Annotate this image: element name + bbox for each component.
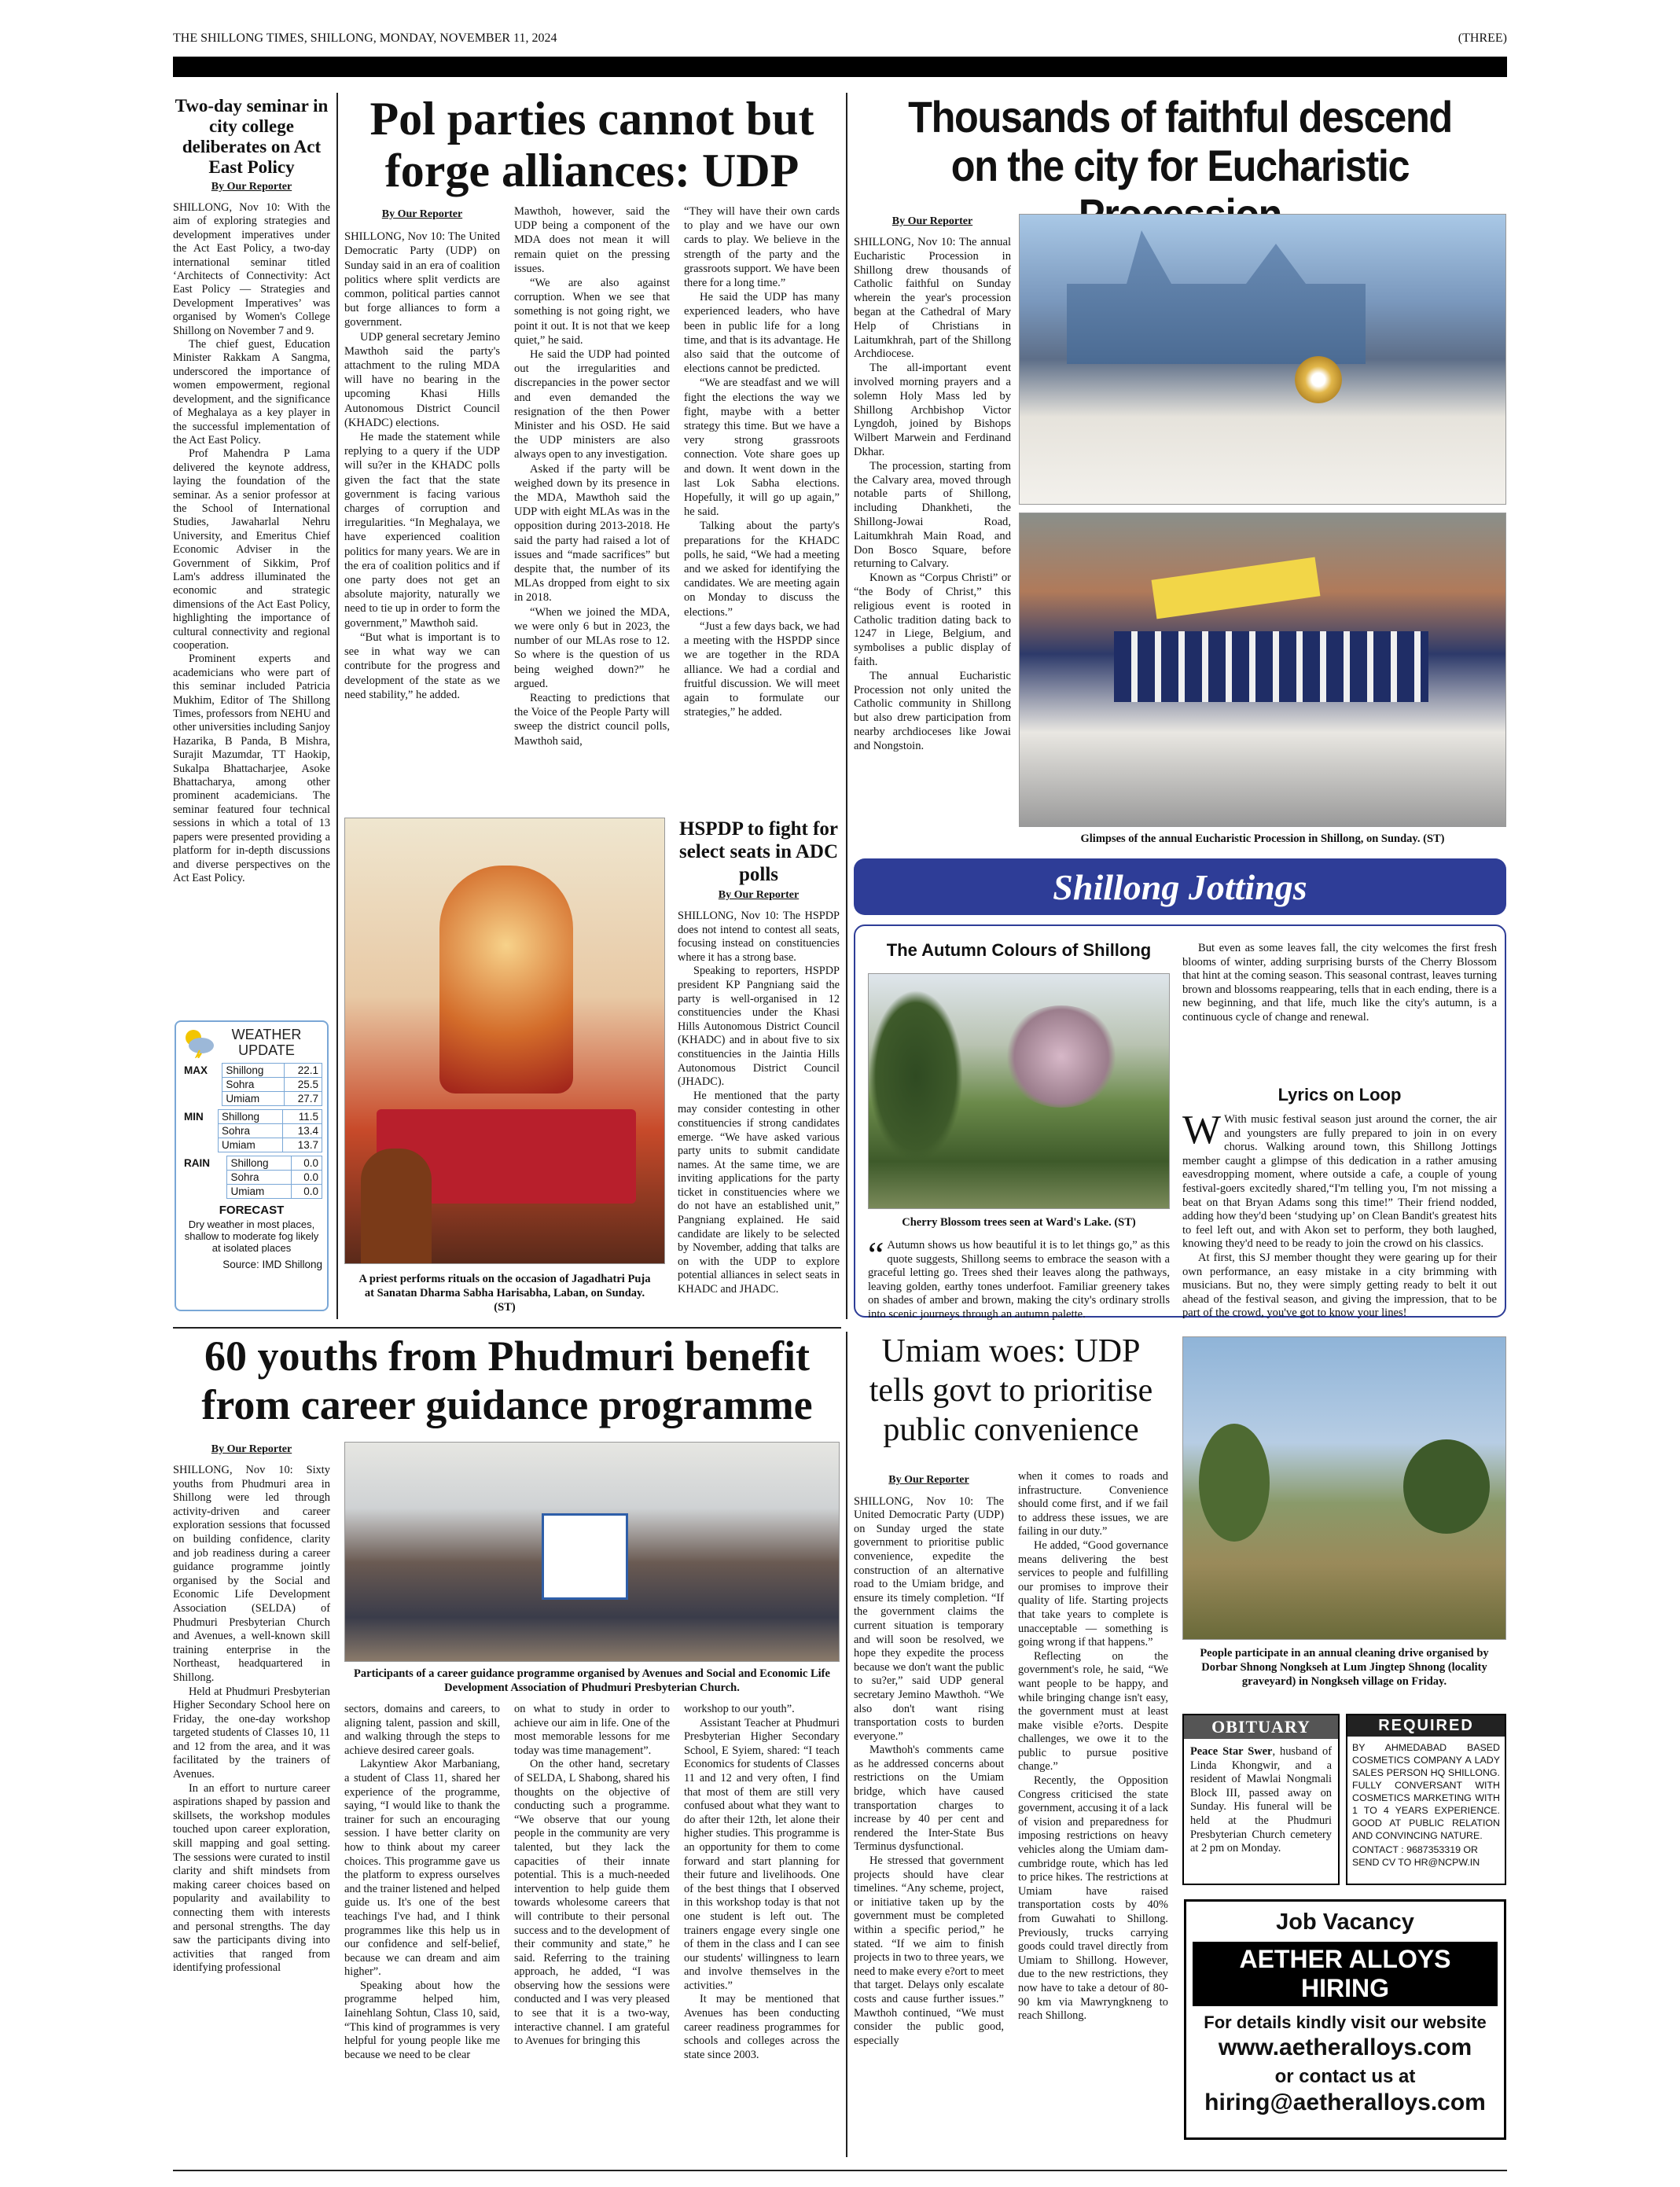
header-left: THE SHILLONG TIMES, SHILLONG, MONDAY, NOVEMBER 11, 2024 <box>173 31 557 45</box>
weather-rain-table <box>181 1156 322 1199</box>
umiam-headline: Umiam woes: UDP tells govt to prioritise public convenience <box>869 1333 1153 1448</box>
youths-col4 <box>684 1703 840 2062</box>
weather-title: WEATHER UPDATE <box>231 1027 302 1058</box>
weather-cloud-icon <box>181 1027 217 1058</box>
weather-forecast: Dry weather in most places, shallow to moderate fog likely at isolated places <box>184 1218 319 1254</box>
cleaning-drive-photo <box>1182 1336 1506 1640</box>
umiam-para: Recently, the Opposition Congress criticised the state government, accusing it of a lack of vision and preparedness for imposing restrictions on heavy vehicles along the Umiam dam-cumbridge route, which has led to price hikes. The restrictions at Umiam have raised transportation costs by 40% from Guwahati to Shillong. Previously, trucks carrying goods could travel directly from Umiam to Shillong. However, due to the new restrictions, they now have to take a detour of 80-90 km via Mawryngkneng to reach Shillong. <box>1018 1774 1169 2023</box>
weather-value: 0.0 <box>291 1156 322 1171</box>
udp-para: He said the UDP had pointed out the irregularities and discrepancies in the power sector and even demanded the resignation of the then Power Minister and his OSD. He said the UDP ministers are also always open to any investigation. <box>514 348 670 461</box>
puja-caption: A priest performs rituals on the occasion of Jagadhatri Puja at Sanatan Dharma Sabha Harisabha, Laban, on Sunday. (ST) <box>358 1273 651 1314</box>
career-caption: Participants of a career guidance programme organised by Avenues and Social and Economic Life Development Association of Phudmuri Presbyterian Church. <box>354 1667 830 1694</box>
weather-value: 27.7 <box>284 1092 322 1106</box>
umiam-article <box>854 1332 1168 1450</box>
umiam-para: Reflecting on the government's role, he said, “We want people to be happy, and while bringing change isn't easy, the government must at least make visible e?orts. Despite challenges, we owe it to the public to pursue positive change.” <box>1018 1649 1168 1773</box>
job-website-link[interactable]: www.aetheralloys.com <box>1218 2034 1472 2060</box>
cherry-blossom-photo <box>868 973 1170 1209</box>
youths-para: Held at Phudmuri Presbyterian Higher Secondary School here on Friday, the one-day workshop targeted students of Classes 10, 11 and 12 from the area, and it was facilitated by the trainers of Avenues. <box>173 1685 330 1781</box>
weather-place: Umiam <box>227 1185 291 1199</box>
udp-col-2 <box>514 204 670 748</box>
seminar-body <box>173 201 330 885</box>
udp-para: SHILLONG, Nov 10: The United Democratic Party (UDP) on Sunday said in an era of coalition politics where split verdicts are common, political parties cannot but forge alliances to form a government. <box>344 230 500 329</box>
puja-photo <box>344 818 665 1264</box>
loop-text <box>1182 1108 1497 1321</box>
youths-col1 <box>173 1440 330 1976</box>
weather-source: Source: IMD Shillong <box>222 1259 322 1270</box>
hspdp-headline: HSPDP to fight for select seats in ADC polls <box>678 818 839 885</box>
youths-cols <box>344 1703 840 2062</box>
udp-para: “They will have their own cards to play and we have our own cards to play. We believe in the strength of the party and the grassroots support. We have been there for a long time.” <box>684 205 840 290</box>
obituary-name: Peace Star Swer <box>1190 1745 1273 1758</box>
youths-byline: By Our Reporter <box>211 1443 292 1455</box>
job-email-link[interactable]: hiring@aetheralloys.com <box>1204 2090 1486 2115</box>
obituary-details: , husband of Linda Khongwir, and a resident of Mawlai Nongmali Block III, passed away on Sunday. His funeral will be held at the Phudmuri Presbyterian Church cemetery at 2 pm on Monday. <box>1190 1745 1332 1855</box>
page-header <box>173 31 1507 49</box>
obituary-box <box>1182 1714 1340 1885</box>
eucharist-para: SHILLONG, Nov 10: The annual Eucharistic Procession in Shillong drew thousands of Catholic faithful on Sunday wherein the year's procession began at the Cathedral of Mary Help of Christians in Laitumkhrah, part of the Shillong Archdiocese. <box>854 236 1011 361</box>
autumn-text-2 <box>1182 942 1497 1025</box>
youths-para: It may be mentioned that Avenues has been conducting career readiness programmes for schools and colleges across the state since 2003. <box>684 1993 840 2061</box>
autumn-paragraph-2: But even as some leaves fall, the city welcomes the first fresh blooms of winter, adding surprising bursts of the Cherry Blossom that hint at the coming season. This seasonal contrast, leaves turning brown and blossoms reappearing, tells that in each ending, there is a new beginning, and that life, much like the city's autumn, is a continuous cycle of change and renewal. <box>1182 942 1497 1024</box>
youths-para: workshop to our youth”. <box>684 1703 795 1715</box>
youths-para: Speaking about how the programme helped him, Iainehlang Sohtun, Class 10, said, “This kind of programmes is very helpful for young people like me because we need to be clear <box>344 1979 500 2061</box>
column-rule <box>846 93 847 1319</box>
umiam-col1 <box>854 1470 1004 2048</box>
udp-byline: By Our Reporter <box>381 208 463 220</box>
eucharist-para: The all-important event involved morning prayers and a solemn Holy Mass led by Shillong Archbishop Victor Lyngdoh, joined by Bishops Wilbert Marwein and Ferdinand Dkhar. <box>854 362 1011 458</box>
umiam-para: when it comes to roads and infrastructure. Convenience should come first, and if we fail to address these issues, we are failing in our duty.” <box>1018 1470 1168 1538</box>
youths-para: sectors, domains and careers, to aligning talent, passion and skill, and walking through the steps to achieve desired career goals. <box>344 1703 500 1757</box>
udp-para: “We are also against corruption. When we see that something is not going right, we point it out. It is not that we keep quiet,” he said. <box>514 277 670 347</box>
seminar-byline: By Our Reporter <box>211 181 292 193</box>
udp-para: Reacting to predictions that the Voice of the People Party will sweep the district council polls, Mawthoh said, <box>514 691 670 748</box>
seminar-para: Prof Mahendra P Lama delivered the keynote address, laying the foundation of the seminar. As a senior professor at the School of International Studies, Jawaharlal Nehru University, and Emeritus Chief Economic Adviser in the Government of Sikkim, Prof Lam's address illuminated the economic and strategic dimensions of the Act East Policy, highlighting the importance of cultural connectivity and regional cooperation. <box>173 447 330 652</box>
cleaning-caption: People participate in an annual cleaning drive organised by Dorbar Shnong Nongkseh at Lum Jingtep Shnong (locality graveyard) in Nongkseh village on Friday. <box>1200 1647 1489 1688</box>
weather-forecast-label: FORECAST <box>219 1204 285 1217</box>
youths-para: Assistant Teacher at Phudmuri Presbyterian Higher Secondary School, E Syiem, shared: “I teach Economics for students of Classes 11 and 12 and very often, I find that most of them are still very confused about what they want to do after their 12th, let alone their higher studies. This programme is an opportunity for them to come forward and start planning for their future and livelihoods. One of the best things that I observed in this workshop today is that not one student is left out. The trainers engage every single one of them in the class and I can see our students' willingness to learn and involve themselves in the activities.” <box>684 1716 840 1992</box>
required-text: BY AHMEDABAD BASED COSMETICS COMPANY A LADY SALES PERSON HQ SHILLONG. FULLY CONVERSANT WITH COSMETICS MARKETING WITH 1 TO 4 YEARS EXPERIENCE. GOOD AT PUBLIC RELATION AND CONVINCING NATURE. <box>1352 1742 1500 1841</box>
udp-para: UDP general secretary Jemino Mawthoh said the party's attachment to the ruling MDA will have no bearing in the upcoming Khasi Hills Autonomous District Council (KHADC) elections. <box>344 330 500 429</box>
autumn-paragraph: Autumn shows us how beautiful it is to let things go,” as this quote suggests, Shillong seems to embrace the season with a graceful letting go. Trees shed their leaves along the pathways, leaving golden, earthy tones underfoot. Familiar greenery takes on shades of amber and brown, making the city's ordinary strolls into scenic journeys through an autumn palette. <box>868 1239 1170 1321</box>
udp-para: He said the UDP has many experienced leaders, who have been in public life for a long time, and that is its advantage. He also said that the outcome of elections cannot be predicted. <box>684 291 840 376</box>
loop-title: Lyrics on Loop <box>1277 1085 1402 1105</box>
required-title: REQUIRED <box>1347 1715 1505 1737</box>
eucharist-headline: Thousands of faithful descend on the city for Eucharistic <box>908 92 1452 190</box>
udp-para: Asked if the party will be weighed down by its presence in the MDA, Mawthoh said the UDP with eight MLAs was in the opposition during 2013-2018. He said the party had raised a lot of issues and “made sacrifices” but despite that, the number of its MLAs dropped from eight to six in 2018. <box>514 462 670 605</box>
column-rule <box>846 1332 847 2157</box>
job-line1: For details kindly visit our website <box>1204 2012 1487 2032</box>
youths-para: SHILLONG, Nov 10: Sixty youths from Phudmuri area in Shillong were led through activity-driven and career exploration sessions that focussed on building confidence, clarity and job readiness during a career guidance programme jointly organised by the Social and Economic Life Development Association (SELDA) of Phudmuri Presbyterian Church and Avenues, a well-known skill training enterprise in the Northeast, headquartered in Shillong. <box>173 1464 330 1684</box>
weather-rain-label: RAIN <box>184 1156 210 1169</box>
eucharist-text <box>854 212 1011 753</box>
loop-para <box>1182 1108 1497 1252</box>
eucharist-para: The procession, starting from the Calvary area, moved through notable parts of Shillong, including Dhankheti, the Shillong-Jowai Road, Laitumkhrah Main Road, and Don Bosco Square, before returning to Calvary. <box>854 459 1011 571</box>
procession-photo-1 <box>1019 214 1506 505</box>
career-programme-photo <box>344 1442 840 1662</box>
umiam-para: He added, “Good governance means delivering the best services to people and fulfilling our promises to improve their quality of life. Starting projects that take years to complete is unacceptable — something is going wrong if that happens.” <box>1018 1538 1168 1649</box>
weather-place: Umiam <box>219 1138 283 1152</box>
hspdp-byline: By Our Reporter <box>718 889 800 901</box>
job-vacancy-ad <box>1184 1899 1506 2140</box>
udp-para: “Just a few days back, we had a meeting with the HSPDP since we are together in the RDA alliance. We had a cordial and fruitful discussion. We will meet again to formulate our strategies,” he added. <box>684 619 840 719</box>
seminar-para: SHILLONG, Nov 10: With the aim of exploring strategies and development imperatives under the Act East Policy, a two-day international seminar titled ‘Architects of Connectivity: Act East Policy — Strategies and Development Imperatives’ was organised by Women's College Shillong on November 7 and 9. <box>173 201 330 337</box>
weather-value: 11.5 <box>282 1110 322 1124</box>
youths-col2 <box>344 1703 500 2062</box>
udp-para: “When we joined the MDA, we were only 6 but in 2023, the number of our MLAs rose to 12. So where is the question of us being weighed down?” he argued. <box>514 605 670 690</box>
obituary-text <box>1184 1739 1338 1862</box>
udp-para: “We are steadfast and we will fight the elections the way we fight, maybe with a better strategy this time. But we have a very strong grassroots connection. Vote share goes up and down. It went down in the last Lok Sabha elections. Hopefully, it will go up again,” he said. <box>684 377 840 519</box>
udp-para: “But what is important is to see in what way we can contribute for the progress and development of the state as we need stability,” he added. <box>344 630 500 701</box>
weather-place: Sohra <box>219 1124 283 1138</box>
youths-para: In an effort to nurture career aspirations shaped by passion and skillsets, the workshop modules touched upon career exploration, skill mapping and goal setting. The sessions were curated to instil clarity and shift mindsets from making career choices based on popularity and availability to connecting them with interests and personal strengths. The day saw the participants diving into activities that ranged from identifying professional <box>173 1781 330 1975</box>
weather-value: 13.4 <box>282 1124 322 1138</box>
youths-article <box>173 1332 841 1429</box>
obituary-title: OBITUARY <box>1184 1715 1338 1739</box>
weather-place: Shillong <box>219 1110 283 1124</box>
job-title: Job Vacancy <box>1276 1909 1414 1935</box>
youths-headline: 60 youths from Phudmuri benefit from career guidance programme <box>201 1332 813 1428</box>
eucharist-byline: By Our Reporter <box>891 215 973 227</box>
weather-place: Umiam <box>222 1092 284 1106</box>
loop-para-text: With music festival season just around the corner, the air and youngsters are fully prepared to join in on every chorus. Walking around town, this Shillong Jottings member caught a glimpse of this dedication in a rather amusing eavesdropping moment, where outside a cafe, a couple of young festival-goers excitedly shared,“I'm telling you, I'm not missing a beat on that Bryan Adams song this time!” Their friend nodded, adding how they'd been ‘studying up’ on Clean Bandit's greatest hits to feel left out, and with Akon set to perform, they both laughed, knowing they'd need to be ready to join the crowd on his classics. <box>1182 1113 1497 1251</box>
weather-max-table <box>181 1063 322 1106</box>
hspdp-body <box>678 910 840 1297</box>
jottings-banner-title: Shillong Jottings <box>1053 866 1307 907</box>
seminar-article <box>173 96 330 885</box>
drop-cap: W <box>1182 1108 1222 1152</box>
weather-value: 22.1 <box>284 1064 322 1078</box>
required-ad <box>1346 1714 1506 1885</box>
eucharist-para: The annual Eucharistic Procession not only united the Catholic community in Shillong but also drew participation from nearby archdioceses like Jowai and Nongstoin. <box>854 669 1011 752</box>
job-line2: or contact us at <box>1274 2066 1416 2087</box>
section-rule <box>173 1327 841 1329</box>
youths-col3 <box>514 1703 670 2062</box>
seminar-headline: Two-day seminar in city college deliberates on Act East Policy <box>175 96 329 177</box>
hspdp-para: He mentioned that the party may consider contesting in other constituencies if strong candidates emerge. “We have asked various party units to submit candidate names. At the same time, we are inviting applications for the party ticket in constituencies where we do not have an established unit,” Pangniang explained. He said candidate are likely to be selected by November, adding that talks are on with the UDP to explore potential alliances in select seats in KHADC and JHADC. <box>678 1089 840 1296</box>
seminar-para: Prominent experts and academicians who were part of this seminar included Patricia Mukhim, Editor of The Shillong Times, professors from NEHU and other universities including Sanjoy Hazarika, B Panda, B Mishra, Surajit Mazumdar, TT Haokip, Sukalpa Bhattacharjee, Asoke Bhattacharya, among other prominent academicians. The seminar featured four technical sessions in which a total of 13 papers were presented providing a platform for in-depth discussions and diverse perspectives on the Act East Policy. <box>173 652 331 884</box>
weather-place: Shillong <box>222 1064 284 1078</box>
autumn-title: The Autumn Colours of Shillong <box>886 940 1152 960</box>
youths-para: Lakyntiew Akor Marbaniang, a student of Class 11, shared her experience of the programme, saying, “I would like to thank the trainer for such an encouraging session. I have better clarity on how to think about my career choices. This programme gave us the platform to express ourselves and the trainer listened and helped guide us. It's one of the best teachings I've had, and I think programmes like this help us in our confidence and self-belief, because we can dream and aim higher”. <box>344 1758 500 1979</box>
bottom-rule <box>173 2170 1507 2171</box>
eucharist-caption: Glimpses of the annual Eucharistic Procession in Shillong, on Sunday. (ST) <box>1080 833 1445 845</box>
jottings-banner <box>854 858 1506 915</box>
udp-article <box>344 93 840 748</box>
weather-value: 0.0 <box>291 1185 322 1199</box>
required-contact: CONTACT : 9687353319 OR SEND CV TO HR@NCPW.IN <box>1352 1844 1480 1868</box>
eucharist-para: Known as “Corpus Christi” or “the Body of Christ,” this religious event is rooted in Catholic tradition dating back to 1247 in Liege, Belgium, and symbolises a public display of faith. <box>854 572 1011 668</box>
autumn-text <box>868 1234 1170 1322</box>
weather-place: Shillong <box>227 1156 291 1171</box>
youths-para: on what to study in order to achieve our aim in life. One of the most memorable lessons for me today was time management”. <box>514 1703 670 1757</box>
weather-place: Sohra <box>222 1078 284 1092</box>
weather-place: Sohra <box>227 1171 291 1185</box>
weather-max-label: MAX <box>184 1064 208 1076</box>
column-rule <box>336 93 338 1319</box>
udp-col-1 <box>344 204 500 748</box>
weather-value: 13.7 <box>282 1138 322 1152</box>
udp-para: Talking about the party's preparations for the KHADC polls, he said, “We had a meeting and we asked for identifying the candidates. We are meeting again on Monday to discuss the elections.” <box>684 520 840 619</box>
procession-photo-2 <box>1019 513 1506 827</box>
umiam-col2 <box>1018 1470 1168 2048</box>
udp-para: Mawthoh, however, said the UDP being a component of the MDA does not mean it will remain quiet on the pressing issues. <box>514 205 670 275</box>
weather-value: 0.0 <box>291 1171 322 1185</box>
weather-box <box>175 1020 329 1311</box>
weather-min-label: MIN <box>184 1110 204 1123</box>
umiam-para: SHILLONG, Nov 10: The United Democratic Party (UDP) on Sunday urged the state government to prioritise public convenience, expedite the construction of an alternative road to the Umiam bridge, and ensure its timely completion. “If the government claims the current situation is temporary and will soon be resolved, we hope they expedite the process because we don't want the public to su?er,” said UDP general secretary Jemino Mawthoh. “We also don't want rising transportation costs to burden everyone.” <box>854 1494 1004 1743</box>
umiam-byline: By Our Reporter <box>888 1474 969 1486</box>
job-banner: AETHER ALLOYS HIRING <box>1193 1942 1498 2006</box>
hspdp-para: Speaking to reporters, HSPDP president KP Pangniang said the party is well-organised in 12 constituencies under the Khasi Hills Autonomous District Council (KHADC) and in about five to six constituencies in the Jaintia Hills Autonomous District Council (JHADC). <box>678 965 840 1089</box>
loop-para: At first, this SJ member thought they were gearing up for their own performance, an easy mistake in a city brimming with musicians. But no, they were simply getting ready to belt it out ahead of the festival season, and giving the impression, that to be part of the crowd, you've got to know your lines! <box>1182 1251 1497 1320</box>
weather-value: 25.5 <box>284 1078 322 1092</box>
cherry-blossom-caption: Cherry Blossom trees seen at Ward's Lake. (ST) <box>902 1216 1136 1229</box>
udp-para: He made the statement while replying to a query if the UDP will su?er in the KHADC polls given the fact that the state government is facing various charges of corruption and irregularities. “In Meghalaya, we have experienced coalition politics for many years. We are in the era of coalition politics and if one party does not get an absolute majority, naturally we need to tie up in order to form the government,” Mawthoh said. <box>344 431 500 630</box>
header-right: (THREE) <box>1458 31 1507 45</box>
seminar-para: The chief guest, Education Minister Rakkam A Sangma, underscored the importance of women empowerment, regional development, and the significance of Meghalaya as a key player in the successful implementation of the Act East Policy. <box>173 338 330 447</box>
youths-para: On the other hand, secretary of SELDA, L Shabong, shared his thoughts on the objective of conducting such a programme. “We observe that our young people in the community are very talented, but they lack the capacities of their innate potential. This is a much-needed intervention to help guide them towards wholesome careers that will contribute to their personal success and to the development of their community and state,” he said. Referring to the training approach, he added, “I was observing how the sessions were conducted and I was very pleased to see that it is a two-way, interactive channel. I am grateful to Avenues for bringing this <box>514 1758 670 2048</box>
udp-headline: Pol parties cannot but forge alliances: UDP <box>369 93 814 197</box>
umiam-para: He stressed that government projects should have clear timelines. “Any scheme, project, or initiative taken up by the government must be completed within a specific period,” he stated. “If we aim to finish projects in two to three years, we need to make every e?ort to meet that target. Delays only escalate costs and cause further issues.” Mawthoh continued, “We must consider the public good, especially <box>854 1854 1004 2047</box>
quote-mark: “ <box>868 1234 884 1274</box>
umiam-cols <box>854 1470 1168 2048</box>
header-bar <box>173 57 1507 77</box>
hspdp-article <box>678 818 840 1297</box>
udp-col-3 <box>684 204 840 748</box>
umiam-para: Mawthoh's comments came as he addressed concerns about restrictions on the Umiam bridge, which have caused transportation charges to increase by 40 per cent and rendered the Inter-State Bus Terminus dysfunctional. <box>854 1744 1004 1854</box>
weather-min-table <box>181 1109 322 1152</box>
hspdp-para: SHILLONG, Nov 10: The HSPDP does not intend to contest all seats, focusing instead on constituencies where it has a strong base. <box>678 910 840 964</box>
